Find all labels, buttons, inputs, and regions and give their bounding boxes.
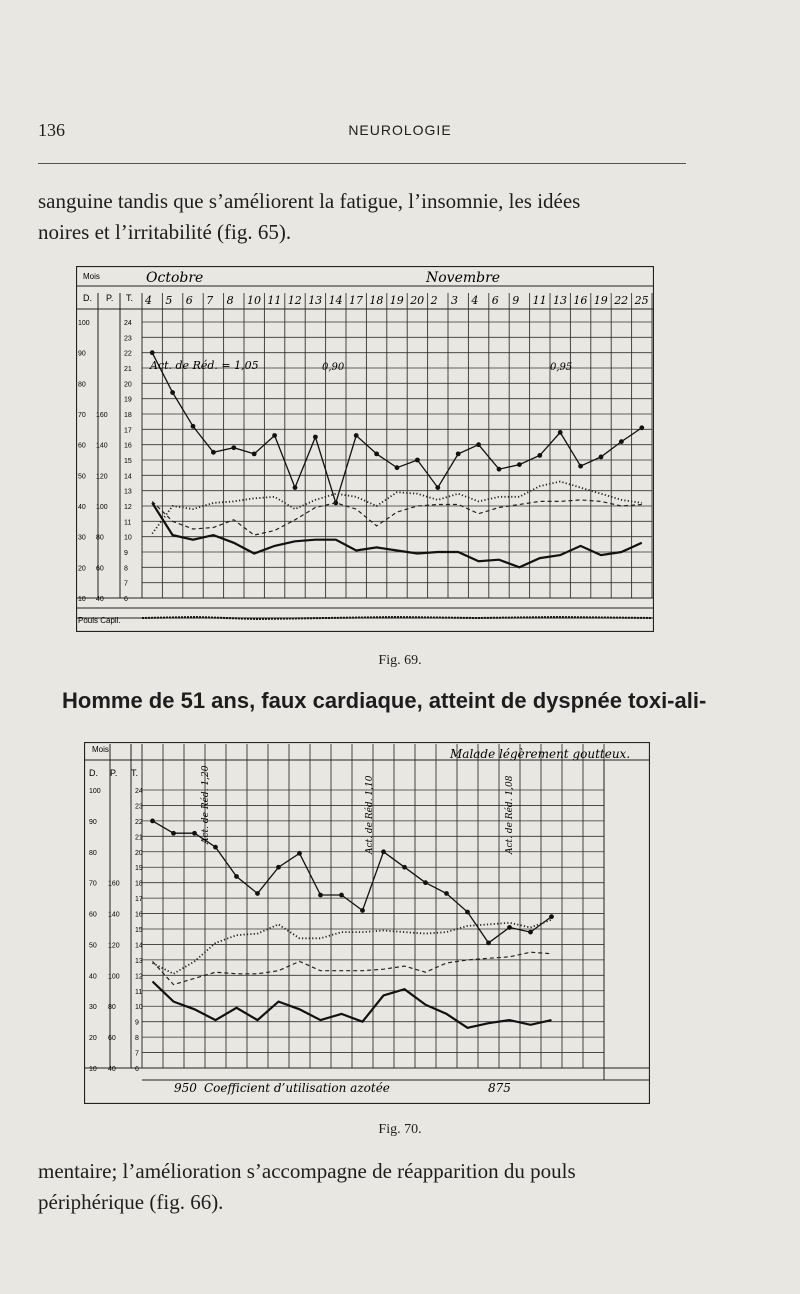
t-tick-label: 6 [135, 1066, 139, 1073]
data-point [213, 845, 218, 850]
data-point [435, 485, 440, 490]
d-tick-label: 40 [89, 973, 97, 981]
t-tick-label: 11 [124, 519, 132, 527]
chart-grid [76, 267, 654, 632]
p-tick-label: 160 [96, 412, 108, 419]
data-point [578, 464, 583, 469]
day-label: 17 [349, 294, 363, 307]
t-tick-label: 19 [135, 865, 143, 873]
p-tick-label: 140 [96, 442, 108, 450]
footer-value-950: 950 [174, 1081, 197, 1095]
day-label: 11 [532, 294, 547, 307]
data-point [191, 424, 196, 429]
page-number: 136 [38, 120, 65, 140]
p-tick-label: 60 [108, 1035, 116, 1043]
p-tick-label: 120 [96, 473, 108, 481]
data-point [276, 865, 281, 870]
t-tick-label: 8 [135, 1035, 139, 1043]
axis-labels [78, 320, 132, 603]
day-label: 12 [287, 294, 302, 307]
data-point [255, 891, 260, 896]
col-d-label: D. [89, 768, 98, 778]
pouls-capil-label: Pouls Capil. [78, 616, 121, 625]
data-point [549, 914, 554, 919]
d-tick-label: 50 [78, 473, 86, 481]
day-label: 16 [573, 294, 588, 307]
data-point [313, 435, 318, 440]
t-tick-label: 6 [124, 596, 128, 603]
day-label: 6 [185, 294, 193, 307]
figure-70-caption: Fig. 70. [378, 1122, 422, 1137]
col-p-label: P. [106, 293, 114, 303]
running-head: NEUROLOGIE [348, 122, 452, 138]
day-label: 10 [247, 294, 261, 307]
d-tick-label: 60 [78, 442, 86, 450]
text-line: sanguine tandis que s’améliorent la fatigue, l’insomnie, les idées [38, 189, 581, 213]
data-point [297, 851, 302, 856]
t-tick-label: 16 [124, 442, 132, 450]
month-octobre: Octobre [146, 270, 204, 286]
data-point [497, 467, 502, 472]
d-tick-label: 70 [78, 412, 86, 419]
data-point [456, 451, 461, 456]
t-tick-label: 23 [135, 803, 143, 811]
pouls-trace [142, 617, 652, 619]
figure-69-chart [76, 266, 654, 632]
annotation-act-red-1: Act. de Réd. 1,20 [201, 765, 211, 844]
p-tick-label: 40 [96, 596, 104, 603]
day-label: 22 [614, 294, 629, 307]
data-point [415, 458, 420, 463]
t-tick-label: 13 [135, 957, 143, 965]
day-label: 20 [410, 294, 425, 307]
p-tick-label: 120 [108, 942, 120, 950]
t-tick-label: 9 [124, 550, 128, 557]
t-tick-label: 18 [135, 880, 143, 888]
month-novembre: Novembre [426, 270, 501, 286]
data-point [170, 390, 175, 395]
t-tick-label: 24 [135, 788, 143, 795]
data-point [272, 433, 277, 438]
t-tick-label: 22 [135, 818, 143, 826]
text-line: noires et l’irritabilité (fig. 65). [38, 220, 292, 244]
day-label: 7 [206, 294, 214, 307]
t-tick-label: 10 [124, 534, 132, 542]
note-goutteux: Malade légèrement goutteux. [450, 747, 631, 761]
t-tick-label: 11 [135, 988, 143, 996]
p-tick-label: 100 [108, 973, 120, 981]
d-tick-label: 10 [89, 1066, 97, 1073]
series-line-4 [152, 503, 642, 567]
day-label: 13 [308, 294, 323, 307]
series-line-3 [152, 500, 642, 535]
data-point [150, 350, 155, 355]
annotation-act-red-2: Act. de Réd. 1,10 [365, 775, 375, 854]
data-point [150, 818, 155, 823]
day-label: 13 [553, 294, 567, 307]
data-point [599, 455, 604, 460]
p-tick-label: 80 [108, 1004, 116, 1012]
figure-69-caption: Fig. 69. [378, 653, 422, 668]
day-label: 25 [634, 294, 649, 307]
t-tick-label: 13 [124, 488, 132, 496]
d-tick-label: 100 [89, 788, 101, 795]
d-tick-label: 30 [89, 1004, 97, 1012]
t-tick-label: 23 [124, 335, 132, 343]
t-tick-label: 12 [135, 973, 143, 981]
axis-labels [89, 788, 143, 1073]
t-tick-label: 14 [135, 942, 143, 950]
t-tick-label: 18 [124, 412, 132, 419]
d-tick-label: 40 [78, 504, 86, 511]
d-tick-label: 90 [89, 818, 97, 826]
data-point [354, 433, 359, 438]
day-label: 9 [512, 294, 520, 307]
day-label: 11 [267, 294, 282, 307]
day-label: 19 [389, 294, 404, 307]
p-tick-label: 40 [108, 1066, 116, 1073]
d-tick-label: 80 [89, 849, 97, 857]
data-point [528, 930, 533, 935]
d-tick-label: 60 [89, 911, 97, 919]
p-tick-label: 100 [96, 504, 108, 511]
data-point [339, 893, 344, 898]
t-tick-label: 21 [135, 834, 143, 842]
day-label: 4 [471, 294, 479, 307]
header-rule [38, 163, 686, 164]
data-point [381, 849, 386, 854]
annotation-095: 0,95 [550, 362, 573, 373]
d-tick-label: 50 [89, 942, 97, 950]
day-label: 8 [226, 294, 234, 307]
annotation-act-red: Act. de Réd. = 1,05 [150, 359, 259, 372]
annotation-act-red-3: Act. de Réd. 1,08 [505, 775, 515, 854]
footer-value-875: 875 [488, 1081, 511, 1095]
col-t-label: T. [131, 768, 139, 778]
col-p-label: P. [110, 768, 118, 778]
data-point [507, 925, 512, 930]
d-tick-label: 90 [78, 350, 86, 358]
footer-coefficient: Coefficient d’utilisation azotée [204, 1081, 390, 1095]
data-point [252, 451, 257, 456]
d-tick-label: 20 [89, 1035, 97, 1043]
chart-frame [77, 267, 654, 632]
data-point [619, 439, 624, 444]
t-tick-label: 24 [124, 320, 132, 327]
t-tick-label: 9 [135, 1019, 139, 1027]
day-label: 3 [451, 294, 458, 307]
t-tick-label: 22 [124, 350, 132, 358]
data-point [192, 831, 197, 836]
t-tick-label: 10 [135, 1004, 143, 1012]
series-line-1 [152, 353, 642, 503]
mois-label: Mois [83, 272, 100, 281]
t-tick-label: 12 [124, 504, 132, 511]
mois-label: Mois [92, 745, 109, 754]
data-point [517, 462, 522, 467]
t-tick-label: 7 [135, 1050, 139, 1058]
data-point [537, 453, 542, 458]
t-tick-label: 15 [124, 458, 132, 465]
data-point [293, 485, 298, 490]
col-d-label: D. [83, 293, 92, 303]
day-label: 19 [593, 294, 608, 307]
d-tick-label: 20 [78, 565, 86, 573]
day-label: 2 [430, 294, 438, 307]
t-tick-label: 21 [124, 366, 132, 373]
t-tick-label: 14 [124, 473, 132, 481]
annotation-090: 0,90 [322, 362, 345, 373]
t-tick-label: 17 [124, 427, 132, 435]
day-label: 18 [369, 294, 384, 307]
day-label: 4 [145, 294, 152, 307]
data-point [444, 891, 449, 896]
day-label: 5 [165, 294, 173, 307]
t-tick-label: 20 [124, 381, 132, 389]
data-point [171, 831, 176, 836]
p-tick-label: 140 [108, 911, 120, 919]
data-point [558, 430, 563, 435]
data-point [318, 893, 323, 898]
d-tick-label: 70 [89, 880, 97, 888]
data-point [639, 425, 644, 430]
t-tick-label: 17 [135, 896, 143, 904]
d-tick-label: 80 [78, 381, 86, 389]
d-tick-label: 10 [78, 596, 86, 603]
t-tick-label: 8 [124, 565, 128, 573]
data-point [476, 442, 481, 447]
data-point [231, 445, 236, 450]
data-point [402, 865, 407, 870]
p-tick-label: 160 [108, 880, 120, 888]
day-labels [144, 294, 649, 307]
t-tick-label: 19 [124, 396, 132, 404]
paragraph-top [38, 186, 718, 248]
t-tick-label: 7 [124, 580, 128, 588]
p-tick-label: 60 [96, 565, 104, 573]
day-label: 6 [491, 294, 499, 307]
col-t-label: T. [126, 293, 134, 303]
figure-70-chart [84, 742, 650, 1104]
text-line: périphérique (fig. 66). [38, 1190, 224, 1214]
data-point [211, 450, 216, 455]
p-tick-label: 80 [96, 534, 104, 542]
data-point [395, 465, 400, 470]
data-point [234, 874, 239, 879]
day-label: 14 [328, 294, 343, 307]
data-point [423, 880, 428, 885]
section-heading: Homme de 51 ans, faux cardiaque, atteint de dyspnée toxi-ali- [62, 688, 707, 713]
text-line: mentaire; l’amélioration s’accompagne de réapparition du pouls [38, 1159, 576, 1183]
d-tick-label: 100 [78, 320, 90, 327]
t-tick-label: 15 [135, 927, 143, 934]
paragraph-bottom [38, 1156, 718, 1218]
data-point [486, 941, 491, 946]
data-point [465, 910, 470, 915]
data-point [374, 451, 379, 456]
series-line-2 [152, 482, 642, 534]
data-point [360, 908, 365, 913]
t-tick-label: 20 [135, 849, 143, 857]
t-tick-label: 16 [135, 911, 143, 919]
d-tick-label: 30 [78, 534, 86, 542]
